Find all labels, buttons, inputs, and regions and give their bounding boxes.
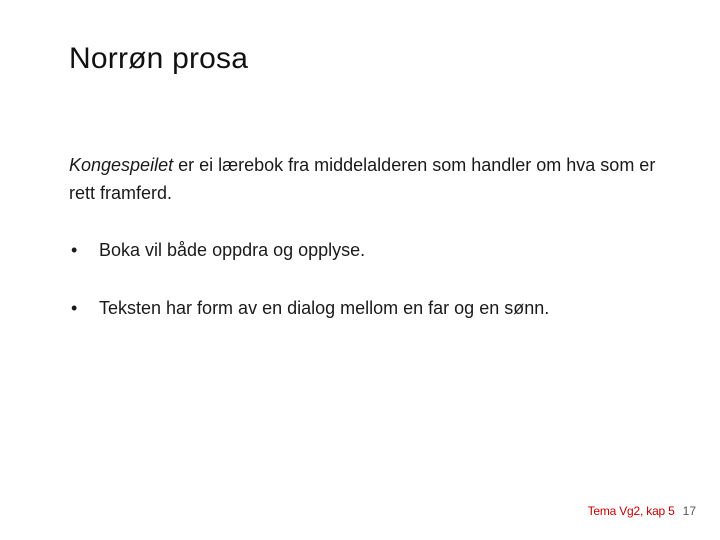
intro-text: er ei lærebok fra middelalderen som handler om hva som er rett framferd. xyxy=(69,155,656,203)
bullet-marker: • xyxy=(71,298,78,318)
bullet-marker: • xyxy=(71,240,78,260)
slide-footer xyxy=(588,504,696,518)
bullet-text: Boka vil både oppdra og opplyse. xyxy=(99,240,366,260)
footer-label: Tema Vg2, kap 5 xyxy=(587,504,675,518)
bullet-item xyxy=(69,296,549,320)
page-number: 17 xyxy=(682,504,696,518)
slide-title: Norrøn prosa xyxy=(69,42,249,75)
bullet-text: Teksten har form av en dialog mellom en far og en sønn. xyxy=(99,298,550,318)
intro-paragraph xyxy=(69,151,669,207)
bullet-item xyxy=(69,238,365,262)
intro-emphasis: Kongespeilet xyxy=(69,155,174,175)
